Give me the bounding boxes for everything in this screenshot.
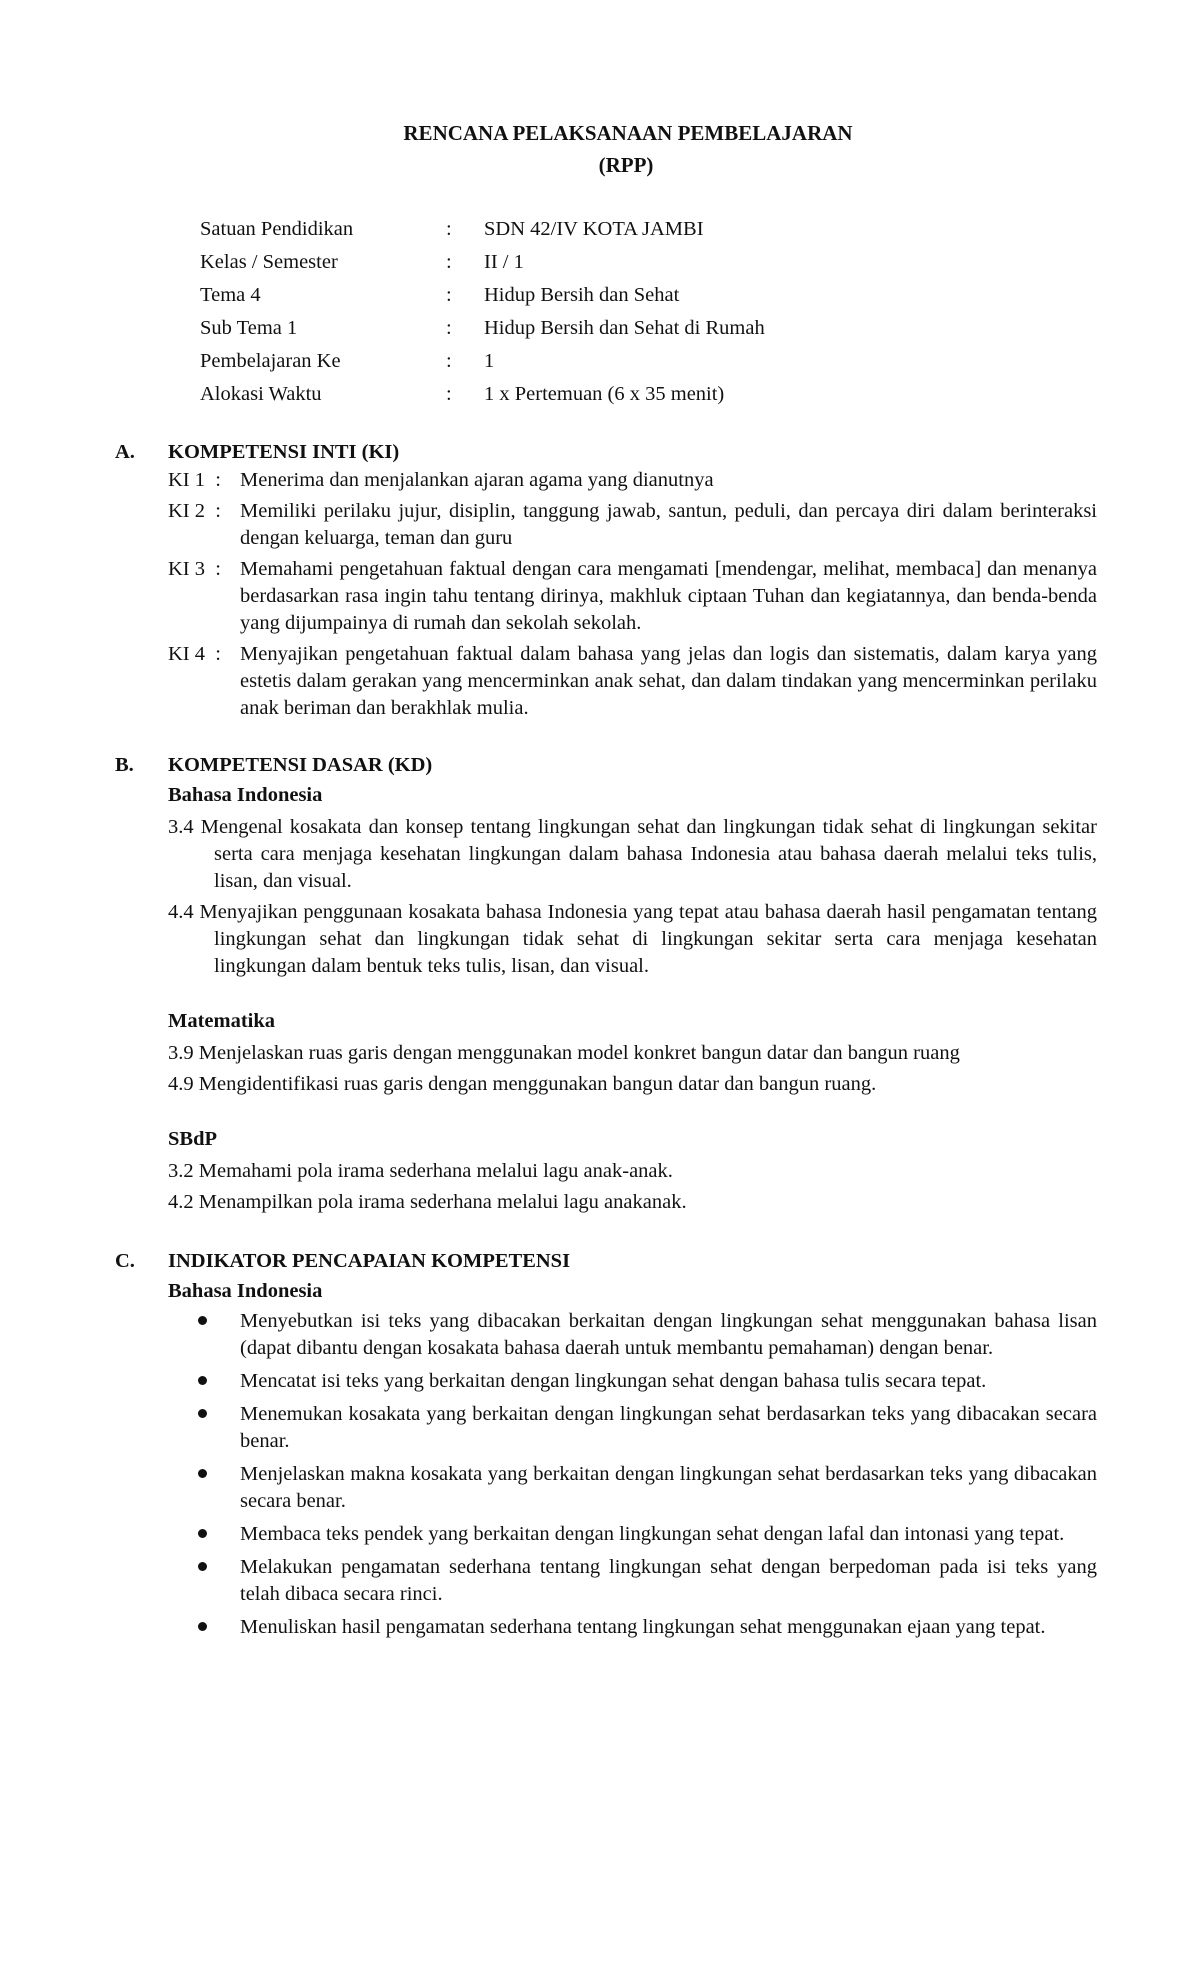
indicator-text: Menjelaskan makna kosakata yang berkaitan dengan lingkungan sehat berdasarkan teks yang dibacakan secara benar. — [240, 1463, 1097, 1512]
identity-label: Kelas / Semester — [200, 251, 338, 273]
ki-label: KI 3 : — [168, 558, 221, 580]
identity-label: Pembelajaran Ke — [200, 350, 341, 372]
ki-label: KI 4 : — [168, 643, 221, 665]
identity-value: Hidup Bersih dan Sehat di Rumah — [484, 317, 765, 339]
kd-item: 3.4 Mengenal kosakata dan konsep tentang lingkungan sehat dan lingkungan tidak sehat di lingkungan sekitar serta cara menjaga kesehatan lingkungan dalam bahasa Indonesia atau bahasa daerah melalui teks tulis, lisan, dan visual. — [168, 816, 1097, 892]
indicator-text: Menuliskan hasil pengamatan sederhana tentang lingkungan sehat menggunakan ejaan yang tepat. — [240, 1616, 1046, 1638]
ki-item — [168, 467, 1097, 494]
identity-row — [200, 213, 1097, 246]
identity-label: Alokasi Waktu — [200, 383, 322, 405]
section-heading — [115, 750, 1097, 780]
kd-item: 3.9 Menjelaskan ruas garis dengan menggunakan model konkret bangun datar dan bangun ruang — [168, 1042, 960, 1064]
identity-row — [200, 246, 1097, 279]
ki-text: Memiliki perilaku jujur, disiplin, tanggung jawab, santun, peduli, dan percaya diri dalam berinteraksi dengan keluarga, teman dan guru — [240, 500, 1097, 549]
section-title: KOMPETENSI INTI (KI) — [168, 441, 400, 463]
section-indikator — [115, 1246, 1097, 1641]
section-body — [168, 780, 1097, 1216]
subject-heading: Bahasa Indonesia — [168, 784, 323, 806]
ki-item — [168, 556, 1097, 637]
identity-value: 1 x Pertemuan (6 x 35 menit) — [484, 383, 725, 405]
section-kompetensi-dasar — [115, 750, 1097, 1216]
ki-item — [168, 498, 1097, 552]
list-item — [168, 1614, 1097, 1641]
list-item — [168, 1521, 1097, 1548]
ki-text: Menerima dan menjalankan ajaran agama yang dianutnya — [240, 469, 714, 491]
kd-item: 4.4 Menyajikan penggunaan kosakata bahasa Indonesia yang tepat atau bahasa daerah hasil pengamatan tentang lingkungan sehat dan lingkungan tidak sehat di lingkungan sekitar serta cara menjaga kesehatan lingkungan dalam bentuk teks tulis, lisan, dan visual. — [168, 901, 1097, 977]
list-item — [168, 1401, 1097, 1455]
identity-row — [200, 312, 1097, 345]
identity-colon: : — [446, 218, 452, 240]
ki-text: Memahami pengetahuan faktual dengan cara mengamati [mendengar, melihat, membaca] dan menanya berdasarkan rasa ingin tahu tentang dirinya, makhluk ciptaan Tuhan dan kegiatannya, dan benda-benda yang dijumpainya di rumah dan sekolah sekolah. — [240, 558, 1097, 634]
indicator-list — [168, 1308, 1097, 1641]
section-title: INDIKATOR PENCAPAIAN KOMPETENSI — [168, 1250, 571, 1272]
identity-label: Sub Tema 1 — [200, 317, 298, 339]
title-line-2: (RPP) — [598, 153, 654, 177]
identity-row — [200, 279, 1097, 312]
identity-colon: : — [446, 350, 452, 372]
kd-item: 4.2 Menampilkan pola irama sederhana melalui lagu anakanak. — [168, 1191, 687, 1213]
section-letter: C. — [115, 1250, 135, 1272]
section-body — [168, 1276, 1097, 1641]
kd-item: 4.9 Mengidentifikasi ruas garis dengan menggunakan bangun datar dan bangun ruang. — [168, 1073, 877, 1095]
title-line-1: RENCANA PELAKSANAAN PEMBELAJARAN — [403, 121, 853, 145]
section-heading — [115, 437, 1097, 467]
identity-value: Hidup Bersih dan Sehat — [484, 284, 680, 306]
identity-value: II / 1 — [484, 251, 524, 273]
identity-value: SDN 42/IV KOTA JAMBI — [484, 218, 704, 240]
ki-item — [168, 641, 1097, 722]
bullet-icon — [168, 1308, 240, 1362]
bullet-icon — [168, 1614, 240, 1641]
subject-heading: SBdP — [168, 1128, 217, 1150]
indicator-text: Melakukan pengamatan sederhana tentang lingkungan sehat dengan berpedoman pada isi teks yang telah dibaca secara rinci. — [240, 1556, 1097, 1605]
identity-colon: : — [446, 317, 452, 339]
identity-label: Tema 4 — [200, 284, 261, 306]
subject-heading: Matematika — [168, 1010, 276, 1032]
list-item — [168, 1554, 1097, 1608]
identity-table — [200, 213, 1097, 411]
kd-item: 3.2 Memahami pola irama sederhana melalui lagu anak-anak. — [168, 1160, 673, 1182]
identity-row — [200, 345, 1097, 378]
ki-label: KI 2 : — [168, 500, 221, 522]
list-item — [168, 1308, 1097, 1362]
identity-colon: : — [446, 284, 452, 306]
bullet-icon — [168, 1401, 240, 1455]
section-letter: A. — [115, 441, 135, 463]
identity-row — [200, 378, 1097, 411]
document-title — [115, 117, 1097, 181]
bullet-icon — [168, 1368, 240, 1395]
identity-value: 1 — [484, 350, 495, 372]
subject-heading: Bahasa Indonesia — [168, 1280, 323, 1302]
bullet-icon — [168, 1461, 240, 1515]
section-body — [168, 467, 1097, 722]
indicator-text: Membaca teks pendek yang berkaitan dengan lingkungan sehat dengan lafal dan intonasi yang tepat. — [240, 1523, 1065, 1545]
identity-colon: : — [446, 251, 452, 273]
section-letter: B. — [115, 754, 134, 776]
bullet-icon — [168, 1554, 240, 1608]
indicator-text: Menyebutkan isi teks yang dibacakan berkaitan dengan lingkungan sehat menggunakan bahasa lisan (dapat dibantu dengan kosakata bahasa daerah untuk membantu pemahaman) dengan benar. — [240, 1310, 1097, 1359]
indicator-text: Menemukan kosakata yang berkaitan dengan lingkungan sehat berdasarkan teks yang dibacakan secara benar. — [240, 1403, 1097, 1452]
ki-label: KI 1 : — [168, 469, 221, 491]
list-item — [168, 1368, 1097, 1395]
identity-colon: : — [446, 383, 452, 405]
section-title: KOMPETENSI DASAR (KD) — [168, 754, 433, 776]
indicator-text: Mencatat isi teks yang berkaitan dengan lingkungan sehat dengan bahasa tulis secara tepat. — [240, 1370, 987, 1392]
section-heading — [115, 1246, 1097, 1276]
section-kompetensi-inti — [115, 437, 1097, 722]
identity-label: Satuan Pendidikan — [200, 218, 354, 240]
bullet-icon — [168, 1521, 240, 1548]
list-item — [168, 1461, 1097, 1515]
ki-text: Menyajikan pengetahuan faktual dalam bahasa yang jelas dan logis dan sistematis, dalam karya yang estetis dalam gerakan yang mencerminkan anak sehat, dan dalam tindakan yang mencerminkan perilaku anak beriman dan berakhlak mulia. — [240, 643, 1097, 719]
